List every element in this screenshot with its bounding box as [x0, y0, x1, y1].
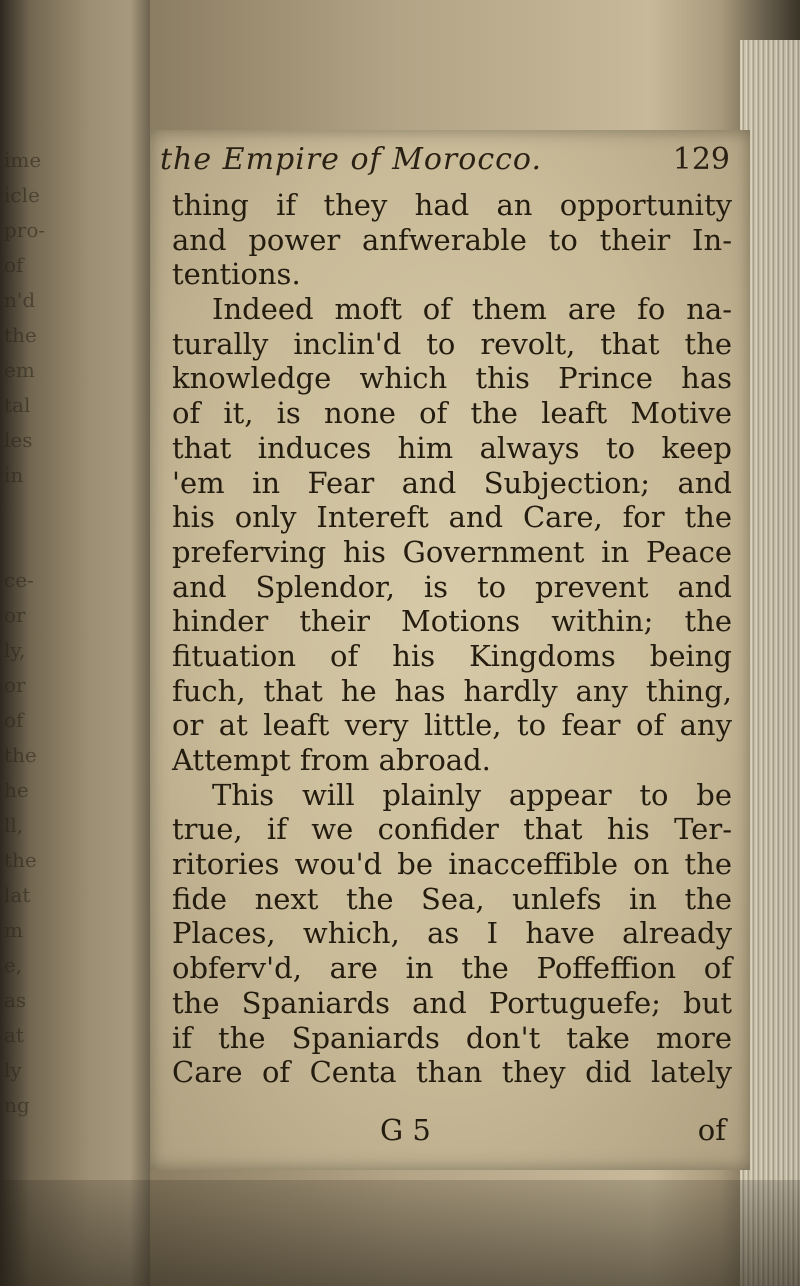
text-line: ritories wou'd be inacceffible on the	[172, 847, 732, 882]
margin-fragment: em	[4, 358, 35, 382]
text-line: thing if they had an opportunity	[172, 188, 732, 222]
body-text	[172, 188, 732, 1090]
margin-fragment: n'd	[4, 288, 36, 312]
text-line: Indeed moft of them are fo na-	[212, 292, 732, 327]
text-line: 'em in Fear and Subjection; and	[172, 465, 732, 500]
text-line: This will plainly appear to be	[212, 777, 732, 812]
text-line: the Spaniards and Portuguefe; but	[172, 985, 732, 1020]
page-number: 129	[672, 142, 730, 177]
text-line: Attempt from abroad.	[172, 743, 491, 777]
margin-fragment: at	[4, 1023, 24, 1047]
margin-fragment: in	[4, 463, 24, 487]
page-header	[160, 142, 740, 188]
text-line: and power anfwerable to their In-	[172, 222, 732, 257]
text-line: Care of Centa than they did lately	[172, 1055, 732, 1090]
margin-fragment: ly,	[4, 638, 26, 662]
text-line: fide next the Sea, unlefs in the	[172, 881, 732, 916]
margin-fragment: ime	[4, 148, 42, 172]
margin-fragment: icle	[4, 183, 40, 207]
running-head: the Empire of Morocco.	[160, 142, 542, 177]
text-line: his only Intereft and Care, for the	[172, 500, 732, 535]
margin-fragment: ll,	[4, 813, 24, 837]
margin-fragment: of	[4, 253, 24, 277]
facing-page-edge	[0, 0, 150, 1286]
margin-fragment: ng	[4, 1093, 30, 1117]
margin-fragment: m	[4, 918, 23, 942]
book-page	[150, 130, 750, 1170]
text-line: fituation of his Kingdoms being	[172, 638, 732, 673]
margin-fragment: or	[4, 603, 26, 627]
margin-fragment: ce-	[4, 568, 34, 592]
margin-fragment: the	[4, 848, 37, 872]
margin-fragment: tal	[4, 393, 31, 417]
text-line: Places, which, as I have already	[172, 916, 732, 951]
text-line: hinder their Motions within; the	[172, 604, 732, 639]
text-line: turally inclin'd to revolt, that the	[172, 326, 732, 361]
bottom-shadow	[0, 1180, 800, 1286]
text-line: or at leaft very little, to fear of any	[172, 708, 732, 743]
page-footer	[172, 1113, 732, 1149]
text-line: and Splendor, is to prevent and	[172, 569, 732, 604]
text-line: true, if we confider that his Ter-	[172, 812, 732, 847]
margin-fragment: or	[4, 673, 26, 697]
margin-fragment: ly	[4, 1058, 22, 1082]
text-line: of it, is none of the leaft Motive	[172, 396, 732, 431]
margin-fragment: of	[4, 708, 24, 732]
margin-fragment: les	[4, 428, 33, 452]
margin-fragment: pro-	[4, 218, 46, 242]
catchword: of	[697, 1113, 726, 1147]
margin-fragment: as	[4, 988, 27, 1012]
margin-fragment: lat	[4, 883, 31, 907]
text-line: obferv'd, are in the Poffeffion of	[172, 951, 732, 986]
margin-fragment: e,	[4, 953, 23, 977]
text-line: preferving his Government in Peace	[172, 534, 732, 569]
text-line: fuch, that he has hardly any thing,	[172, 673, 732, 708]
text-line: that induces him always to keep	[172, 430, 732, 465]
margin-fragment: the	[4, 743, 37, 767]
text-line: tentions.	[172, 257, 301, 292]
text-line: knowledge which this Prince has	[172, 361, 732, 396]
text-line: if the Spaniards don't take more	[172, 1020, 732, 1055]
margin-fragment: he	[4, 778, 29, 802]
margin-fragment: the	[4, 323, 37, 347]
signature-mark: G 5	[380, 1113, 431, 1147]
